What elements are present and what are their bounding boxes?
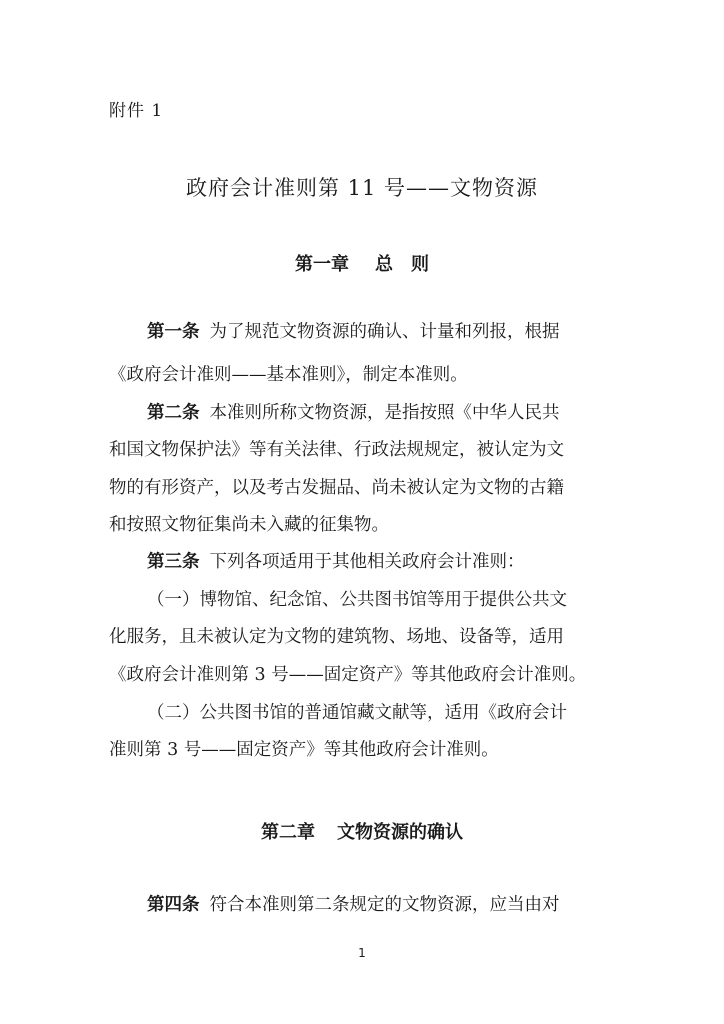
chapter-1-number: 第一章 — [295, 254, 349, 275]
article-2-line-2: 和国文物保护法》等有关法律、行政法规规定，被认定为文 — [109, 440, 564, 460]
article-1-line-1 — [147, 320, 613, 344]
article-3-item-1-line-2: 化服务，且未被认定为文物的建筑物、场地、设备等，适用 — [109, 627, 564, 647]
document-title: 政府会计准则第 11 号——文物资源 — [185, 176, 539, 200]
chapter-2-number: 第二章 — [261, 822, 315, 843]
article-4-text-1: 符合本准则第二条规定的文物资源，应当由对 — [209, 895, 560, 915]
chapter-2-title: 文物资源的确认 — [337, 822, 463, 843]
article-3-text-1: 下列各项适用于其他相关政府会计准则： — [209, 552, 525, 572]
article-2-line-3: 物的有形资产，以及考古发掘品、尚未被认定为文物的古籍 — [109, 478, 564, 498]
page-number: 1 — [358, 946, 366, 960]
article-1-label: 第一条 — [147, 322, 200, 342]
article-3-item-2-line-2: 准则第 3 号——固定资产》等其他政府会计准则。 — [109, 740, 499, 760]
article-2-line-1 — [147, 401, 613, 425]
article-2-text-1: 本准则所称文物资源，是指按照《中华人民共 — [209, 403, 560, 423]
article-2-label: 第二条 — [147, 403, 200, 423]
article-3-item-1-line-1: （一）博物馆、纪念馆、公共图书馆等用于提供公共文 — [147, 590, 567, 610]
attachment-label: 附件 1 — [109, 101, 164, 121]
article-2-line-4: 和按照文物征集尚未入藏的征集物。 — [109, 515, 389, 535]
chapter-1-title: 总 则 — [375, 254, 429, 275]
article-4-line-1 — [147, 893, 613, 917]
article-3-item-2-line-1: （二）公共图书馆的普通馆藏文献等，适用《政府会计 — [147, 703, 567, 723]
chapter-2-heading — [0, 818, 724, 844]
article-1-line-2: 《政府会计准则——基本准则》，制定本准则。 — [109, 365, 468, 385]
article-3-line-1 — [147, 550, 613, 574]
article-3-item-1-line-3: 《政府会计准则第 3 号——固定资产》等其他政府会计准则。 — [109, 665, 587, 685]
chapter-1-heading — [0, 250, 724, 276]
article-3-label: 第三条 — [147, 552, 200, 572]
article-1-text-1: 为了规范文物资源的确认、计量和列报，根据 — [209, 322, 560, 342]
article-4-label: 第四条 — [147, 895, 200, 915]
